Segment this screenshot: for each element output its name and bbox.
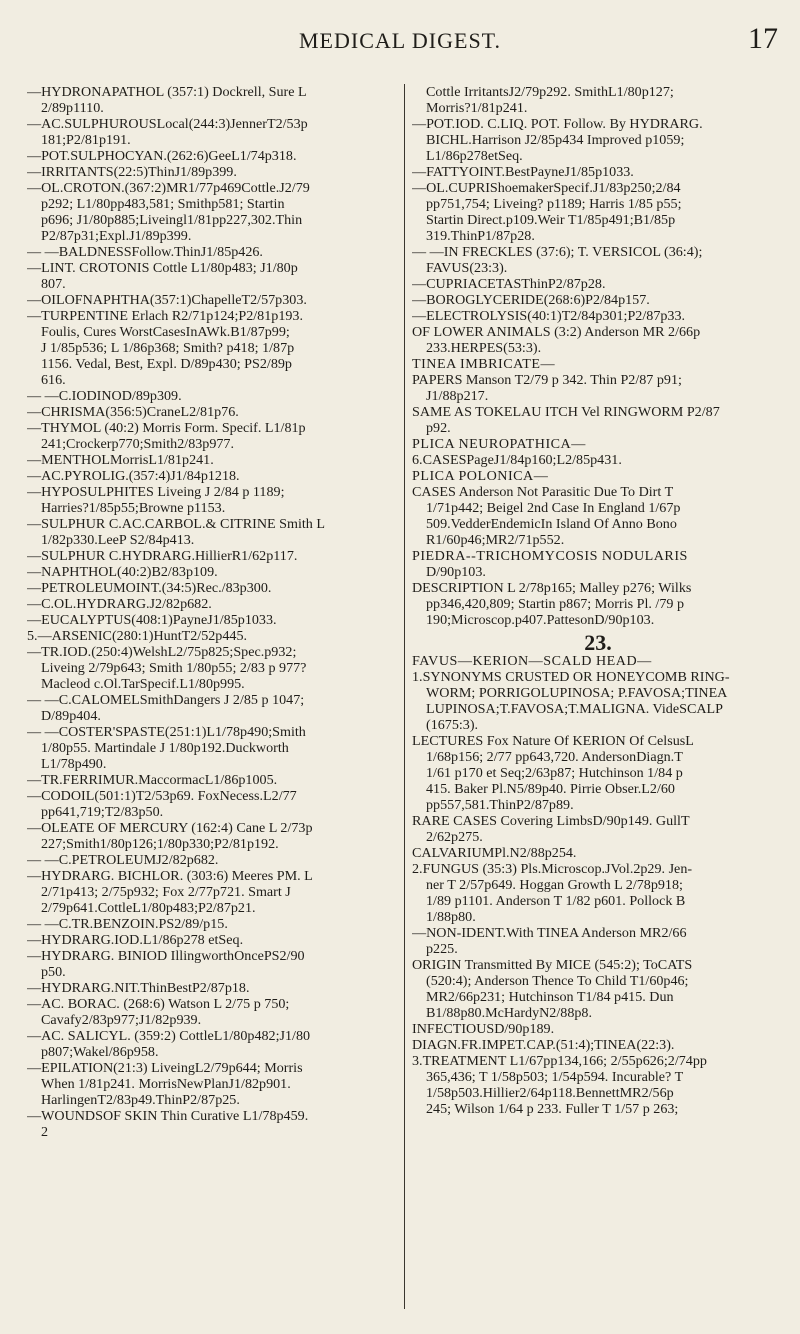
index-line: L1/86p278etSeq. (426, 148, 523, 164)
index-line: 2/71p413; 2/75p932; Fox 2/77p721. Smart J (41, 884, 291, 900)
index-line: pp641,719;T2/83p50. (41, 804, 164, 820)
index-line: Foulis, Cures WorstCasesInAWk.B1/87p99; (41, 324, 290, 340)
index-line: — —COSTER'SPASTE(251:1)L1/78p490;Smith (27, 724, 306, 740)
index-line: p696; J1/80p885;Liveingl1/81pp227,302.Thin (41, 212, 303, 228)
index-line: — —BALDNESSFollow.ThinJ1/85p426. (27, 244, 263, 260)
index-line: —NAPHTHOL(40:2)B2/83p109. (27, 564, 218, 580)
index-line: When 1/81p241. MorrisNewPlanJ1/82p901. (41, 1076, 291, 1092)
index-line: —CUPRIACETASThinP2/87p28. (412, 276, 606, 292)
index-line: —EPILATION(21:3) LiveingL2/79p644; Morris (27, 1060, 303, 1076)
index-line: LUPINOSA;T.FAVOSA;T.MALIGNA. VideSCALP (426, 701, 723, 717)
index-line: 2.FUNGUS (35:3) Pls.Microscop.JVol.2p29. Jen- (412, 861, 693, 877)
index-line: ner T 2/57p649. Hoggan Growth L 2/78p918; (426, 877, 683, 893)
index-line: — —IN FRECKLES (37:6); T. VERSICOL (36:4); (412, 244, 703, 260)
index-line: FAVUS—KERION—SCALD HEAD— (412, 653, 652, 669)
index-line: 807. (41, 276, 66, 292)
running-title: MEDICAL DIGEST. (299, 28, 501, 53)
index-line: 233.HERPES(53:3). (426, 340, 542, 356)
index-line: —HYDRARG. BICHLOR. (303:6) Meeres PM. L (27, 868, 313, 884)
index-line: —C.OL.HYDRARG.J2/82p682. (27, 596, 212, 612)
index-line: B1/88p80.McHardyN2/88p8. (426, 1005, 592, 1021)
page-header (0, 0, 800, 60)
index-line: P2/87p31;Expl.J1/89p399. (41, 228, 192, 244)
index-line: Startin Direct.p109.Weir T1/85p491;B1/85p (426, 212, 676, 228)
page-number: 17 (748, 22, 778, 55)
index-line: — —C.TR.BENZOIN.PS2/89/p15. (27, 916, 228, 932)
index-line: —HYDRARG.IOD.L1/86p278 etSeq. (27, 932, 244, 948)
index-line: —EUCALYPTUS(408:1)PayneJ1/85p1033. (27, 612, 277, 628)
index-line: 365,436; T 1/58p503; 1/54p594. Incurable? T (426, 1069, 684, 1085)
index-line: —PETROLEUMOINT.(34:5)Rec./83p300. (27, 580, 272, 596)
index-line: CALVARIUMPl.N2/88p254. (412, 845, 577, 861)
index-line: LECTURES Fox Nature Of KERION Of CelsusL (412, 733, 694, 749)
index-line: DESCRIPTION L 2/78p165; Malley p276; Wilks (412, 580, 692, 596)
index-line: TINEA IMBRICATE— (412, 356, 556, 372)
index-line: —OL.CROTON.(367:2)MR1/77p469Cottle.J2/79 (27, 180, 310, 196)
index-line: 190;Microscop.p407.PattesonD/90p103. (426, 612, 655, 628)
index-line: 2/89p1110. (41, 100, 104, 116)
index-line: Cavafy2/83p977;J1/82p939. (41, 1012, 202, 1028)
index-line: 1/89 p1101. Anderson T 1/82 p601. Pollock B (426, 893, 686, 909)
index-line: (520:4); Anderson Thence To Child T1/60p46; (426, 973, 689, 989)
index-line: 1/80p55. Martindale J 1/80p192.Duckworth (41, 740, 289, 756)
left-column (27, 84, 405, 1309)
right-column (412, 84, 784, 1117)
index-line: 415. Baker Pl.N5/89p40. Pirrie Obser.L2/60 (426, 781, 675, 797)
index-line: SAME AS TOKELAU ITCH Vel RINGWORM P2/87 (412, 404, 720, 420)
index-line: p807;Wakel/86p958. (41, 1044, 159, 1060)
index-line: pp751,754; Liveing? p1189; Harris 1/85 p55; (426, 196, 682, 212)
index-line: Cottle IrritantsJ2/79p292. SmithL1/80p127; (426, 84, 674, 100)
index-line: — —C.IODINOD/89p309. (27, 388, 182, 404)
index-line: —SULPHUR C.HYDRARG.HillierR1/62p117. (27, 548, 298, 564)
index-line: Macleod c.Ol.TarSpecif.L1/80p995. (41, 676, 245, 692)
index-line: p225. (426, 941, 458, 957)
index-line: 2/79p641.CottleL1/80p483;P2/87p21. (41, 900, 256, 916)
index-line: —OL.CUPRIShoemakerSpecif.J1/83p250;2/84 (412, 180, 681, 196)
index-line: —HYDRARG.NIT.ThinBestP2/87p18. (27, 980, 250, 996)
index-line: —HYDRONAPATHOL (357:1) Dockrell, Sure L (27, 84, 307, 100)
index-line: 181;P2/81p191. (41, 132, 131, 148)
index-line: 227;Smith1/80p126;1/80p330;P2/81p192. (41, 836, 279, 852)
index-line: —OLEATE OF MERCURY (162:4) Cane L 2/73p (27, 820, 313, 836)
index-line: 1.SYNONYMS CRUSTED OR HONEYCOMB RING- (412, 669, 730, 685)
right-column-entries (412, 84, 784, 628)
index-line: —LINT. CROTONIS Cottle L1/80p483; J1/80p (27, 260, 298, 276)
index-line: PAPERS Manson T2/79 p 342. Thin P2/87 p91; (412, 372, 682, 388)
index-line: L1/78p490. (41, 756, 107, 772)
index-line: —POT.SULPHOCYAN.(262:6)GeeL1/74p318. (27, 148, 297, 164)
index-line: —AC. SALICYL. (359:2) CottleL1/80p482;J1/80 (27, 1028, 311, 1044)
index-line: J1/88p217. (426, 388, 489, 404)
index-line: —HYDRARG. BINIOD IllingworthOncePS2/90 (27, 948, 305, 964)
right-column-entries-favus (412, 653, 784, 1117)
index-line: 1/61 p170 et Seq;2/63p87; Hutchinson 1/84 p (426, 765, 683, 781)
index-line: — —C.PETROLEUMJ2/82p682. (27, 852, 219, 868)
index-line: 2 (41, 1124, 49, 1140)
index-line: —THYMOL (40:2) Morris Form. Specif. L1/81p (27, 420, 306, 436)
index-line: Harries?1/85p55;Browne p1153. (41, 500, 226, 516)
index-line: 1/71p442; Beigel 2nd Case In England 1/67p (426, 500, 681, 516)
index-line: ORIGIN Transmitted By MICE (545:2); ToCATS (412, 957, 693, 973)
index-line: —SULPHUR C.AC.CARBOL.& CITRINE Smith L (27, 516, 325, 532)
index-line: —IRRITANTS(22:5)ThinJ1/89p399. (27, 164, 237, 180)
index-line: —AC.PYROLIG.(357:4)J1/84p1218. (27, 468, 240, 484)
index-line: —AC. BORAC. (268:6) Watson L 2/75 p 750; (27, 996, 290, 1012)
index-line: p50. (41, 964, 66, 980)
index-line: —CHRISMA(356:5)CraneL2/81p76. (27, 404, 239, 420)
index-line: PLICA POLONICA— (412, 468, 549, 484)
index-line: —HYPOSULPHITES Liveing J 2/84 p 1189; (27, 484, 285, 500)
section-number: 23. (584, 630, 612, 655)
index-line: 1/82p330.LeeP S2/84p413. (41, 532, 195, 548)
index-line: 1/88p80. (426, 909, 476, 925)
index-line: 509.VedderEndemicIn Island Of Anno Bono (426, 516, 677, 532)
index-line: (1675:3). (426, 717, 479, 733)
index-line: BICHL.Harrison J2/85p434 Improved p1059; (426, 132, 685, 148)
index-line: 319.ThinP1/87p28. (426, 228, 535, 244)
index-line: —OILOFNAPHTHA(357:1)ChapelleT2/57p303. (27, 292, 307, 308)
index-line: D/90p103. (426, 564, 486, 580)
index-line: DIAGN.FR.IMPET.CAP.(51:4);TINEA(22:3). (412, 1037, 675, 1053)
index-line: 3.TREATMENT L1/67pp134,166; 2/55p626;2/74pp (412, 1053, 707, 1069)
index-line: —WOUNDSOF SKIN Thin Curative L1/78p459. (27, 1108, 309, 1124)
index-line: pp346,420,809; Startin p867; Morris Pl. /79 p (426, 596, 685, 612)
index-line: Morris?1/81p241. (426, 100, 528, 116)
index-line: PIEDRA--TRICHOMYCOSIS NODULARIS (412, 548, 688, 564)
index-line: FAVUS(23:3). (426, 260, 508, 276)
index-line: R1/60p46;MR2/71p552. (426, 532, 565, 548)
index-line: —FATTYOINT.BestPayneJ1/85p1033. (412, 164, 634, 180)
index-line: WORM; PORRIGOLUPINOSA; P.FAVOSA;TINEA (426, 685, 728, 701)
index-line: 616. (41, 372, 66, 388)
index-line: —TURPENTINE Erlach R2/71p124;P2/81p193. (27, 308, 303, 324)
index-line: —POT.IOD. C.LIQ. POT. Follow. By HYDRARG. (412, 116, 703, 132)
index-line: 1/68p156; 2/77 pp643,720. AndersonDiagn.T (426, 749, 683, 765)
index-line: 241;Crockerp770;Smith2/83p977. (41, 436, 234, 452)
index-line: INFECTIOUSD/90p189. (412, 1021, 555, 1037)
index-line: —AC.SULPHUROUSLocal(244:3)JennerT2/53p (27, 116, 308, 132)
index-line: —MENTHOLMorrisL1/81p241. (27, 452, 214, 468)
index-line: MR2/66p231; Hutchinson T1/84 p415. Dun (426, 989, 674, 1005)
index-line: 1/58p503.Hillier2/64p118.BennettMR2/56p (426, 1085, 674, 1101)
index-line: —NON-IDENT.With TINEA Anderson MR2/66 (412, 925, 687, 941)
index-line: — —C.CALOMELSmithDangers J 2/85 p 1047; (27, 692, 305, 708)
index-line: p92. (426, 420, 451, 436)
index-line: 2/62p275. (426, 829, 483, 845)
index-line: 5.—ARSENIC(280:1)HuntT2/52p445. (27, 628, 248, 644)
index-line: —CODOIL(501:1)T2/53p69. FoxNecess.L2/77 (27, 788, 297, 804)
index-line: 6.CASESPageJ1/84p160;L2/85p431. (412, 452, 622, 468)
index-line: OF LOWER ANIMALS (3:2) Anderson MR 2/66p (412, 324, 701, 340)
index-line: J 1/85p536; L 1/86p368; Smith? p418; 1/87p (41, 340, 295, 356)
index-line: HarlingenT2/83p49.ThinP2/87p25. (41, 1092, 240, 1108)
index-line: —TR.IOD.(250:4)WelshL2/75p825;Spec.p932; (27, 644, 297, 660)
index-line: —TR.FERRIMUR.MaccormacL1/86p1005. (27, 772, 278, 788)
index-line: 1156. Vedal, Best, Expl. D/89p430; PS2/89p (41, 356, 292, 372)
index-line: —ELECTROLYSIS(40:1)T2/84p301;P2/87p33. (412, 308, 686, 324)
index-line: —BOROGLYCERIDE(268:6)P2/84p157. (412, 292, 650, 308)
index-line: Liveing 2/79p643; Smith 1/80p55; 2/83 p 977? (41, 660, 307, 676)
index-line: 245; Wilson 1/64 p 233. Fuller T 1/57 p 263; (426, 1101, 679, 1117)
index-line: CASES Anderson Not Parasitic Due To Dirt T (412, 484, 674, 500)
index-line: p292; L1/80pp483,581; Smithp581; Startin (41, 196, 285, 212)
index-line: RARE CASES Covering LimbsD/90p149. GullT (412, 813, 690, 829)
index-line: PLICA NEUROPATHICA— (412, 436, 586, 452)
index-line: pp557,581.ThinP2/87p89. (426, 797, 574, 813)
index-line: D/89p404. (41, 708, 101, 724)
